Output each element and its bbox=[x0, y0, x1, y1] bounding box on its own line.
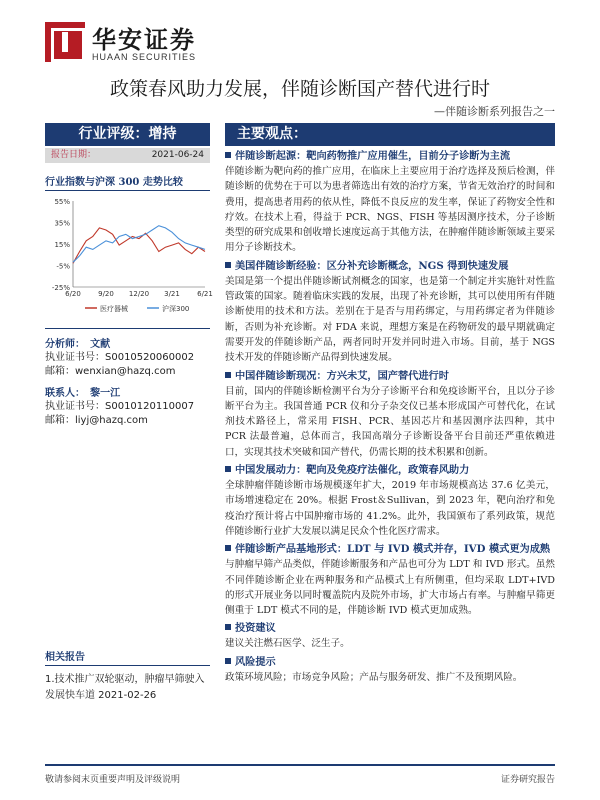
analyst-cert: 执业证书号：S0010520060002 bbox=[45, 352, 195, 363]
contact-name: 黎一江 bbox=[90, 388, 121, 399]
index-chart bbox=[45, 195, 213, 324]
brand-name-en: HUAAN SECURITIES bbox=[92, 52, 197, 62]
brand-name: 华安证券 bbox=[92, 25, 196, 54]
section-us bbox=[225, 259, 555, 366]
section-invest bbox=[225, 621, 555, 651]
report-subtitle: —伴随诊断系列报告之一 bbox=[434, 105, 555, 118]
section-drivers bbox=[225, 463, 555, 539]
section-risk-body: 政策环境风险；市场竞争风险；产品与服务研发、推广不及预期风险。 bbox=[225, 671, 523, 683]
report-date-label: 报告日期： bbox=[51, 150, 97, 160]
y-tick-label: -5% bbox=[56, 262, 70, 271]
company-logo bbox=[45, 22, 85, 62]
bullet-icon bbox=[225, 658, 231, 664]
left-column bbox=[45, 123, 213, 704]
report-date: 2021-06-24 bbox=[151, 150, 204, 160]
section-china bbox=[225, 369, 555, 460]
industry-rating: 行业评级：增持 bbox=[45, 123, 210, 146]
report-date-row bbox=[45, 148, 210, 163]
x-tick-label: 6/20 bbox=[65, 290, 81, 298]
section-origin-body: 伴随诊断为靶向药的推广应用，在临床上主要应用于治疗选择及预后检测，伴随诊断的优势在于可以为患者筛选出有效的治疗方案，节省无效治疗的时间和费用，提高患者用药的依从性，降低不良反应的发生率，保证了药物安全性和疗效。在技术上看，得益于 PCR、NGS、FISH 等基因测序技术，分子诊断类型的研究成果和创收增长速度远高于其他方法，在肿瘤伴随诊断领域主要采用分子诊断技术。 bbox=[225, 166, 555, 254]
section-invest-head: 投资建议 bbox=[225, 621, 555, 636]
analyst-name: 文献 bbox=[90, 339, 111, 350]
index-chart-svg bbox=[45, 195, 213, 320]
bullet-icon bbox=[225, 466, 231, 472]
related-reports bbox=[45, 648, 210, 704]
bullet-icon bbox=[225, 545, 231, 551]
footer-label: 证券研究报告 bbox=[500, 775, 555, 785]
x-tick-label: 6/21 bbox=[197, 290, 213, 298]
legend-label-0: 医疗器械 bbox=[100, 305, 128, 313]
section-origin-head: 伴随诊断起源：靶向药物推广应用催生，目前分子诊断为主流 bbox=[225, 149, 555, 164]
bullet-icon bbox=[225, 262, 231, 268]
y-tick-label: 35% bbox=[54, 219, 70, 228]
y-tick-label: 15% bbox=[54, 241, 70, 249]
section-china-body: 目前，国内的伴随诊断检测平台为分子诊断平台和免疫诊断平台，且以分子诊断平台为主。我国普通 PCR 仪和分子杂交仪已基本形成国产可替代化，在试剂技术路径上，常采用 FISH、PCR、基因芯片和基因测序法四种，其中 PCR 法最普遍，总体而言，我国高端分子诊断设备平台目前还严重依赖进口，实现其技术突破和国产替代，仍需长期的技术积累和创新。 bbox=[225, 385, 555, 458]
y-tick-label: 55% bbox=[54, 198, 70, 206]
main-points-head: 主要观点： bbox=[225, 123, 555, 146]
report-title: 政策春风助力发展，伴随诊断国产替代进行时 bbox=[109, 78, 490, 100]
section-risk-head: 风险提示 bbox=[225, 655, 555, 670]
bullet-icon bbox=[225, 624, 231, 630]
section-us-body: 美国是第一个提出伴随诊断试剂概念的国家，也是第一个制定并实施针对性监管政策的国家。随着临床实践的发展，出现了补充诊断，其可以使用所有伴随诊断使用的技术和方法。差别在于是否与用药绑定，与用药绑定者为伴随诊断，否则为补充诊断。对 FDA 来说，理想方案是在药物研发的最早期就确定需要开发的伴随诊断产品，两者同时开发并同时进入市场。目前，基于 NGS 技术开发的伴随诊断产品得到快速发展。 bbox=[225, 275, 555, 364]
chart-title: 行业指数与沪深 300 走势比较 bbox=[45, 173, 210, 191]
contact-label: 联系人： bbox=[45, 388, 85, 399]
section-modes bbox=[225, 542, 555, 618]
footer-disclaimer[interactable]: 敬请参阅末页重要声明及评级说明 bbox=[45, 775, 181, 785]
section-drivers-head: 中国发展动力：靶向及免疫疗法催化，政策春风助力 bbox=[225, 463, 555, 478]
y-tick-label: -25% bbox=[51, 284, 70, 292]
section-modes-body: 与肿瘤早筛产品类似，伴随诊断服务和产品也可分为 LDT 和 IVD 形式。虽然不同伴随诊断企业在两种服务和产品模式上有所侧重，但均采取 LDT+IVD 的形式开展业务以同时覆盖院内及院外市场，扩大市场占有率。与肿瘤早筛更侧重于 LDT 模式不同的是，伴随诊断 IVD 模式更加成熟。 bbox=[225, 559, 555, 617]
section-origin bbox=[225, 149, 555, 256]
legend-label-1: 沪深300 bbox=[162, 305, 190, 313]
bullet-icon bbox=[225, 152, 231, 158]
section-us-head: 美国伴随诊断经验：区分补充诊断概念，NGS 得到快速发展 bbox=[225, 259, 555, 274]
main-column bbox=[225, 123, 555, 685]
x-tick-label: 3/21 bbox=[164, 290, 180, 298]
footer-divider bbox=[45, 764, 555, 766]
x-tick-label: 12/20 bbox=[128, 290, 150, 298]
related-label: 相关报告 bbox=[45, 648, 210, 666]
related-item[interactable]: 1.技术推广双轮驱动，肿瘤早筛驶入发展快车道 2021-02-26 bbox=[45, 674, 205, 701]
contact-email[interactable]: 邮箱：liyj@hazq.com bbox=[45, 415, 148, 426]
contact-cert: 执业证书号：S0010120110007 bbox=[45, 401, 195, 412]
section-drivers-body: 全球肿瘤伴随诊断市场规模逐年扩大，2019 年市场规模高达 37.6 亿美元，市场增速稳定在 20%。根据 Frost＆Sullivan，到 2023 年，靶向治疗和免疫治疗预计将占中国肿瘤市场的 41.2%。此外，我国颁布了系列政策，规范伴随诊断行业扩大发展以满足民众个性化医疗需求。 bbox=[225, 480, 555, 537]
section-risk bbox=[225, 655, 555, 685]
section-invest-body: 建议关注燃石医学、泛生子。 bbox=[225, 638, 350, 650]
section-china-head: 中国伴随诊断现况：方兴未艾，国产替代进行时 bbox=[225, 369, 555, 384]
series-line-0 bbox=[73, 228, 205, 263]
analyst-email[interactable]: 邮箱：wenxian@hazq.com bbox=[45, 366, 176, 377]
analyst-label: 分析师： bbox=[45, 339, 85, 350]
series-line-1 bbox=[73, 226, 205, 263]
analyst-block bbox=[45, 328, 210, 428]
x-tick-label: 9/20 bbox=[98, 290, 114, 298]
section-modes-head: 伴随诊断产品基地形式：LDT 与 IVD 模式并存，IVD 模式更为成熟 bbox=[225, 542, 555, 557]
bullet-icon bbox=[225, 372, 231, 378]
